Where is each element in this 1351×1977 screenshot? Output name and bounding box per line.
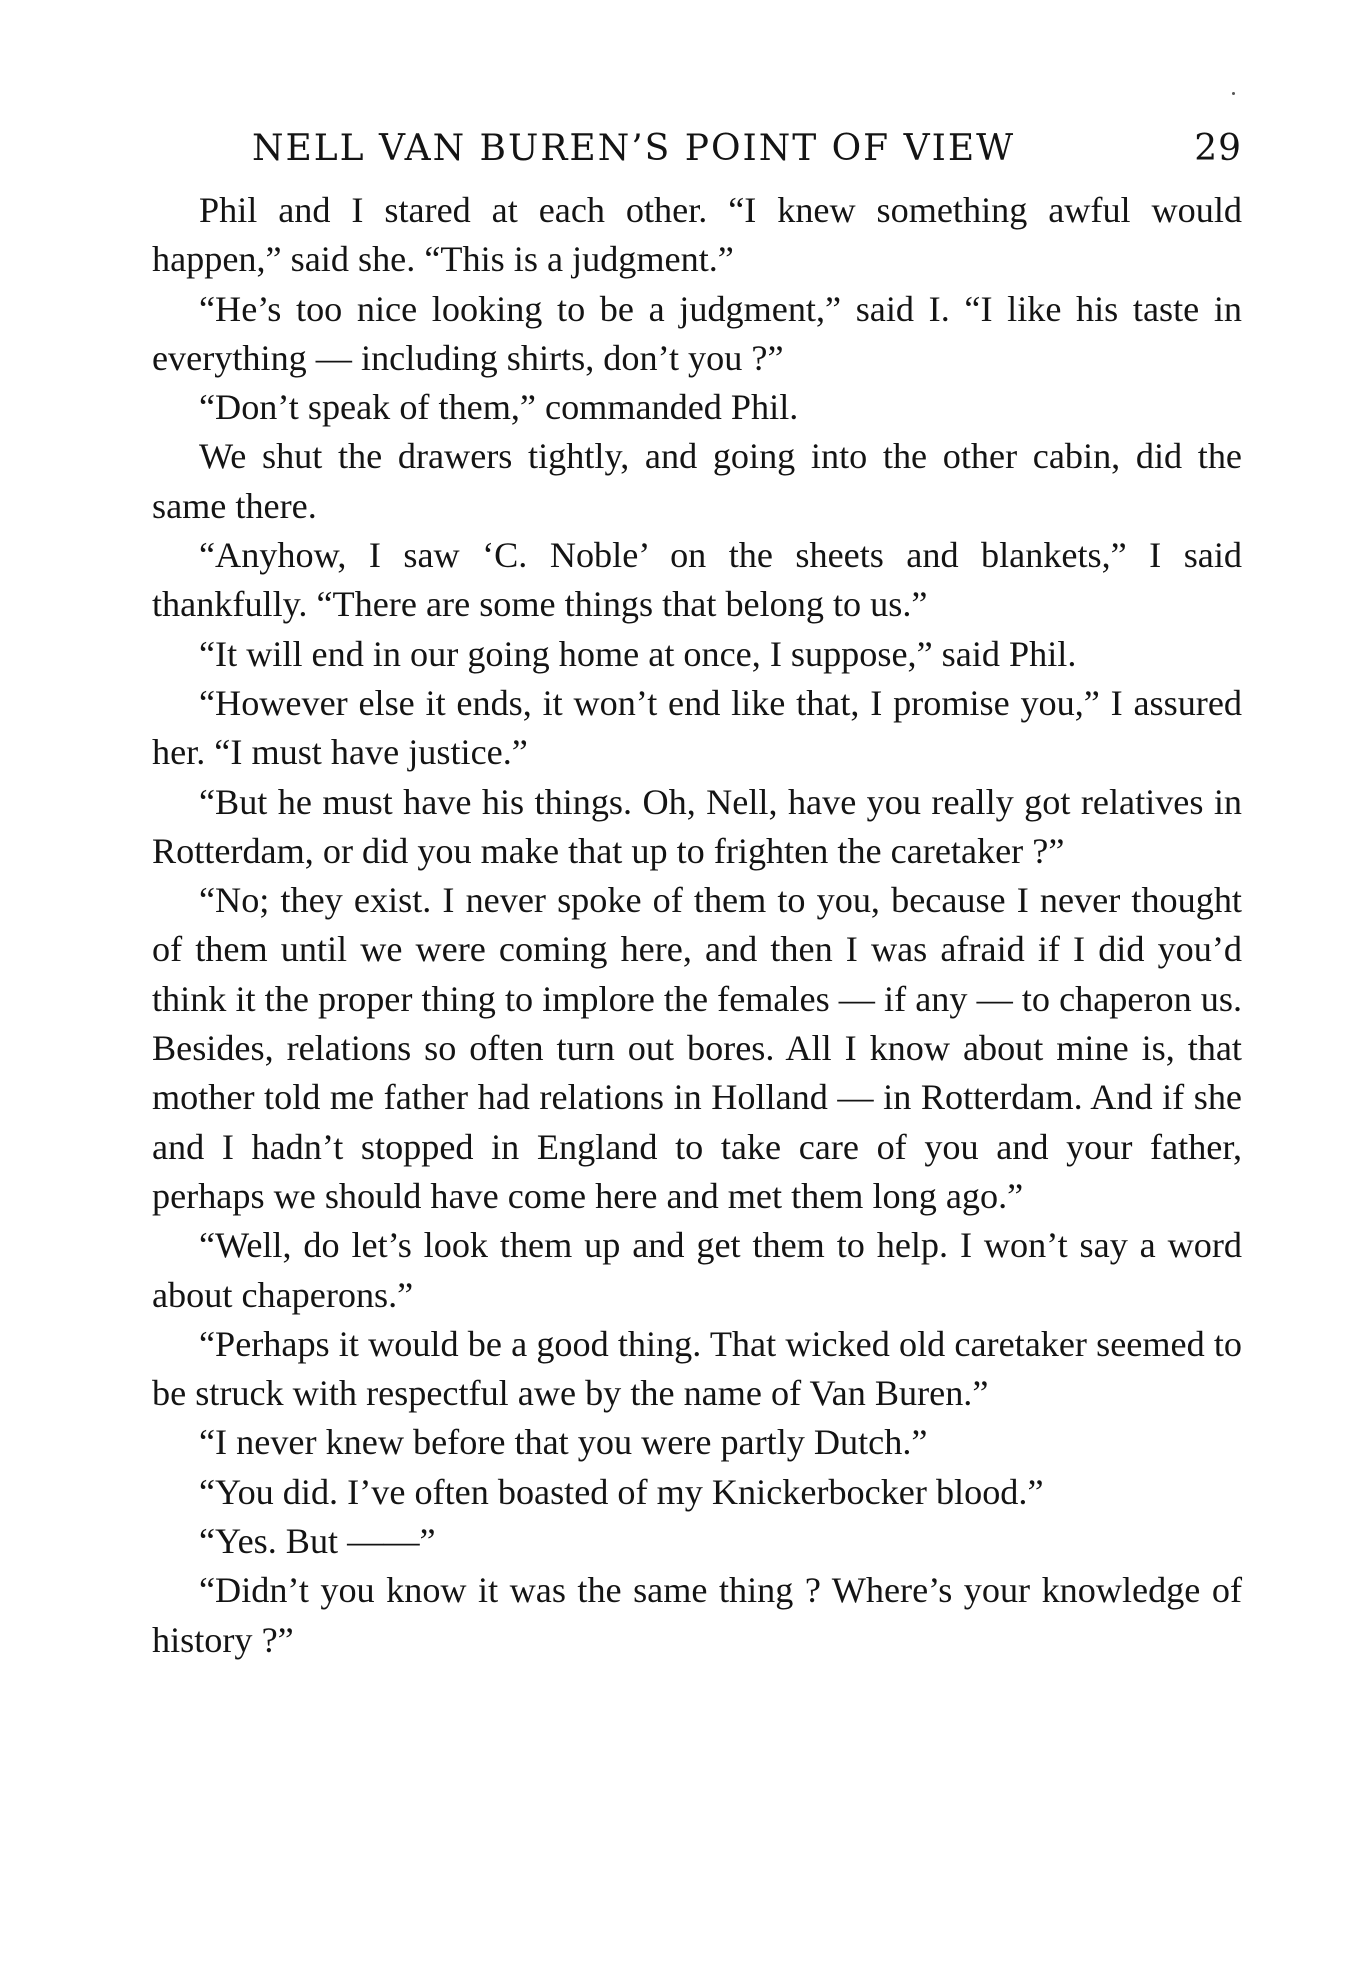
paragraph: “I never knew before that you were partly Dutch.” — [199, 1422, 928, 1463]
paragraph: Phil and I stared at each other. “I knew something awful would happen,” said she. “This is a judgment.” — [152, 190, 1242, 280]
paragraph: “However else it ends, it won’t end like that, I promise you,” I assured her. “I must have justice.” — [152, 682, 1242, 773]
margin-speck — [1232, 92, 1235, 95]
paragraph: “You did. I’ve often boasted of my Knickerbocker blood.” — [199, 1471, 1044, 1512]
paragraph: “Didn’t you know it was the same thing ? Where’s your knowledge of history ?” — [152, 1570, 1242, 1660]
running-header — [152, 128, 1242, 186]
body-text — [152, 186, 1242, 1665]
paragraph: “Perhaps it would be a good thing. That wicked old caretaker seemed to be struck with respectful awe by the name of Van Buren.” — [152, 1323, 1242, 1414]
paragraph: We shut the drawers tightly, and going into the other cabin, did the same there. — [152, 436, 1242, 526]
page-number: 29 — [1194, 128, 1242, 169]
running-title: NELL VAN BUREN’S POINT OF VIEW — [252, 128, 1016, 169]
paragraph: “Well, do let’s look them up and get them to help. I won’t say a word about chaperons.” — [152, 1225, 1242, 1315]
paragraph: “But he must have his things. Oh, Nell, have you really got relatives in Rotterdam, or did you make that up to frighten the caretaker ?” — [152, 781, 1242, 871]
paragraph: “He’s too nice looking to be a judgment,” said I. “I like his taste in everything — including shirts, don’t you ?” — [152, 288, 1242, 378]
book-page — [152, 128, 1242, 1665]
paragraph: “It will end in our going home at once, I suppose,” said Phil. — [199, 633, 1077, 674]
paragraph: “Anyhow, I saw ‘C. Noble’ on the sheets and blankets,” I said thankfully. “There are some things that belong to us.” — [152, 535, 1242, 625]
paragraph: “Don’t speak of them,” commanded Phil. — [199, 387, 799, 428]
paragraph: “Yes. But ——” — [199, 1521, 436, 1562]
paragraph: “No; they exist. I never spoke of them to you, because I never thought of them until we were coming here, and then I was afraid if I did you’d think it the proper thing to implore the females — if any — to chaperon us. Besides, relations so often turn out bores. All I know about mine is, that mother told me father had relations in Holland — in Rotterdam. And if she and I hadn’t stopped in England to take care of you and your father, perhaps we should have come here and met them long ago.” — [152, 880, 1242, 1216]
